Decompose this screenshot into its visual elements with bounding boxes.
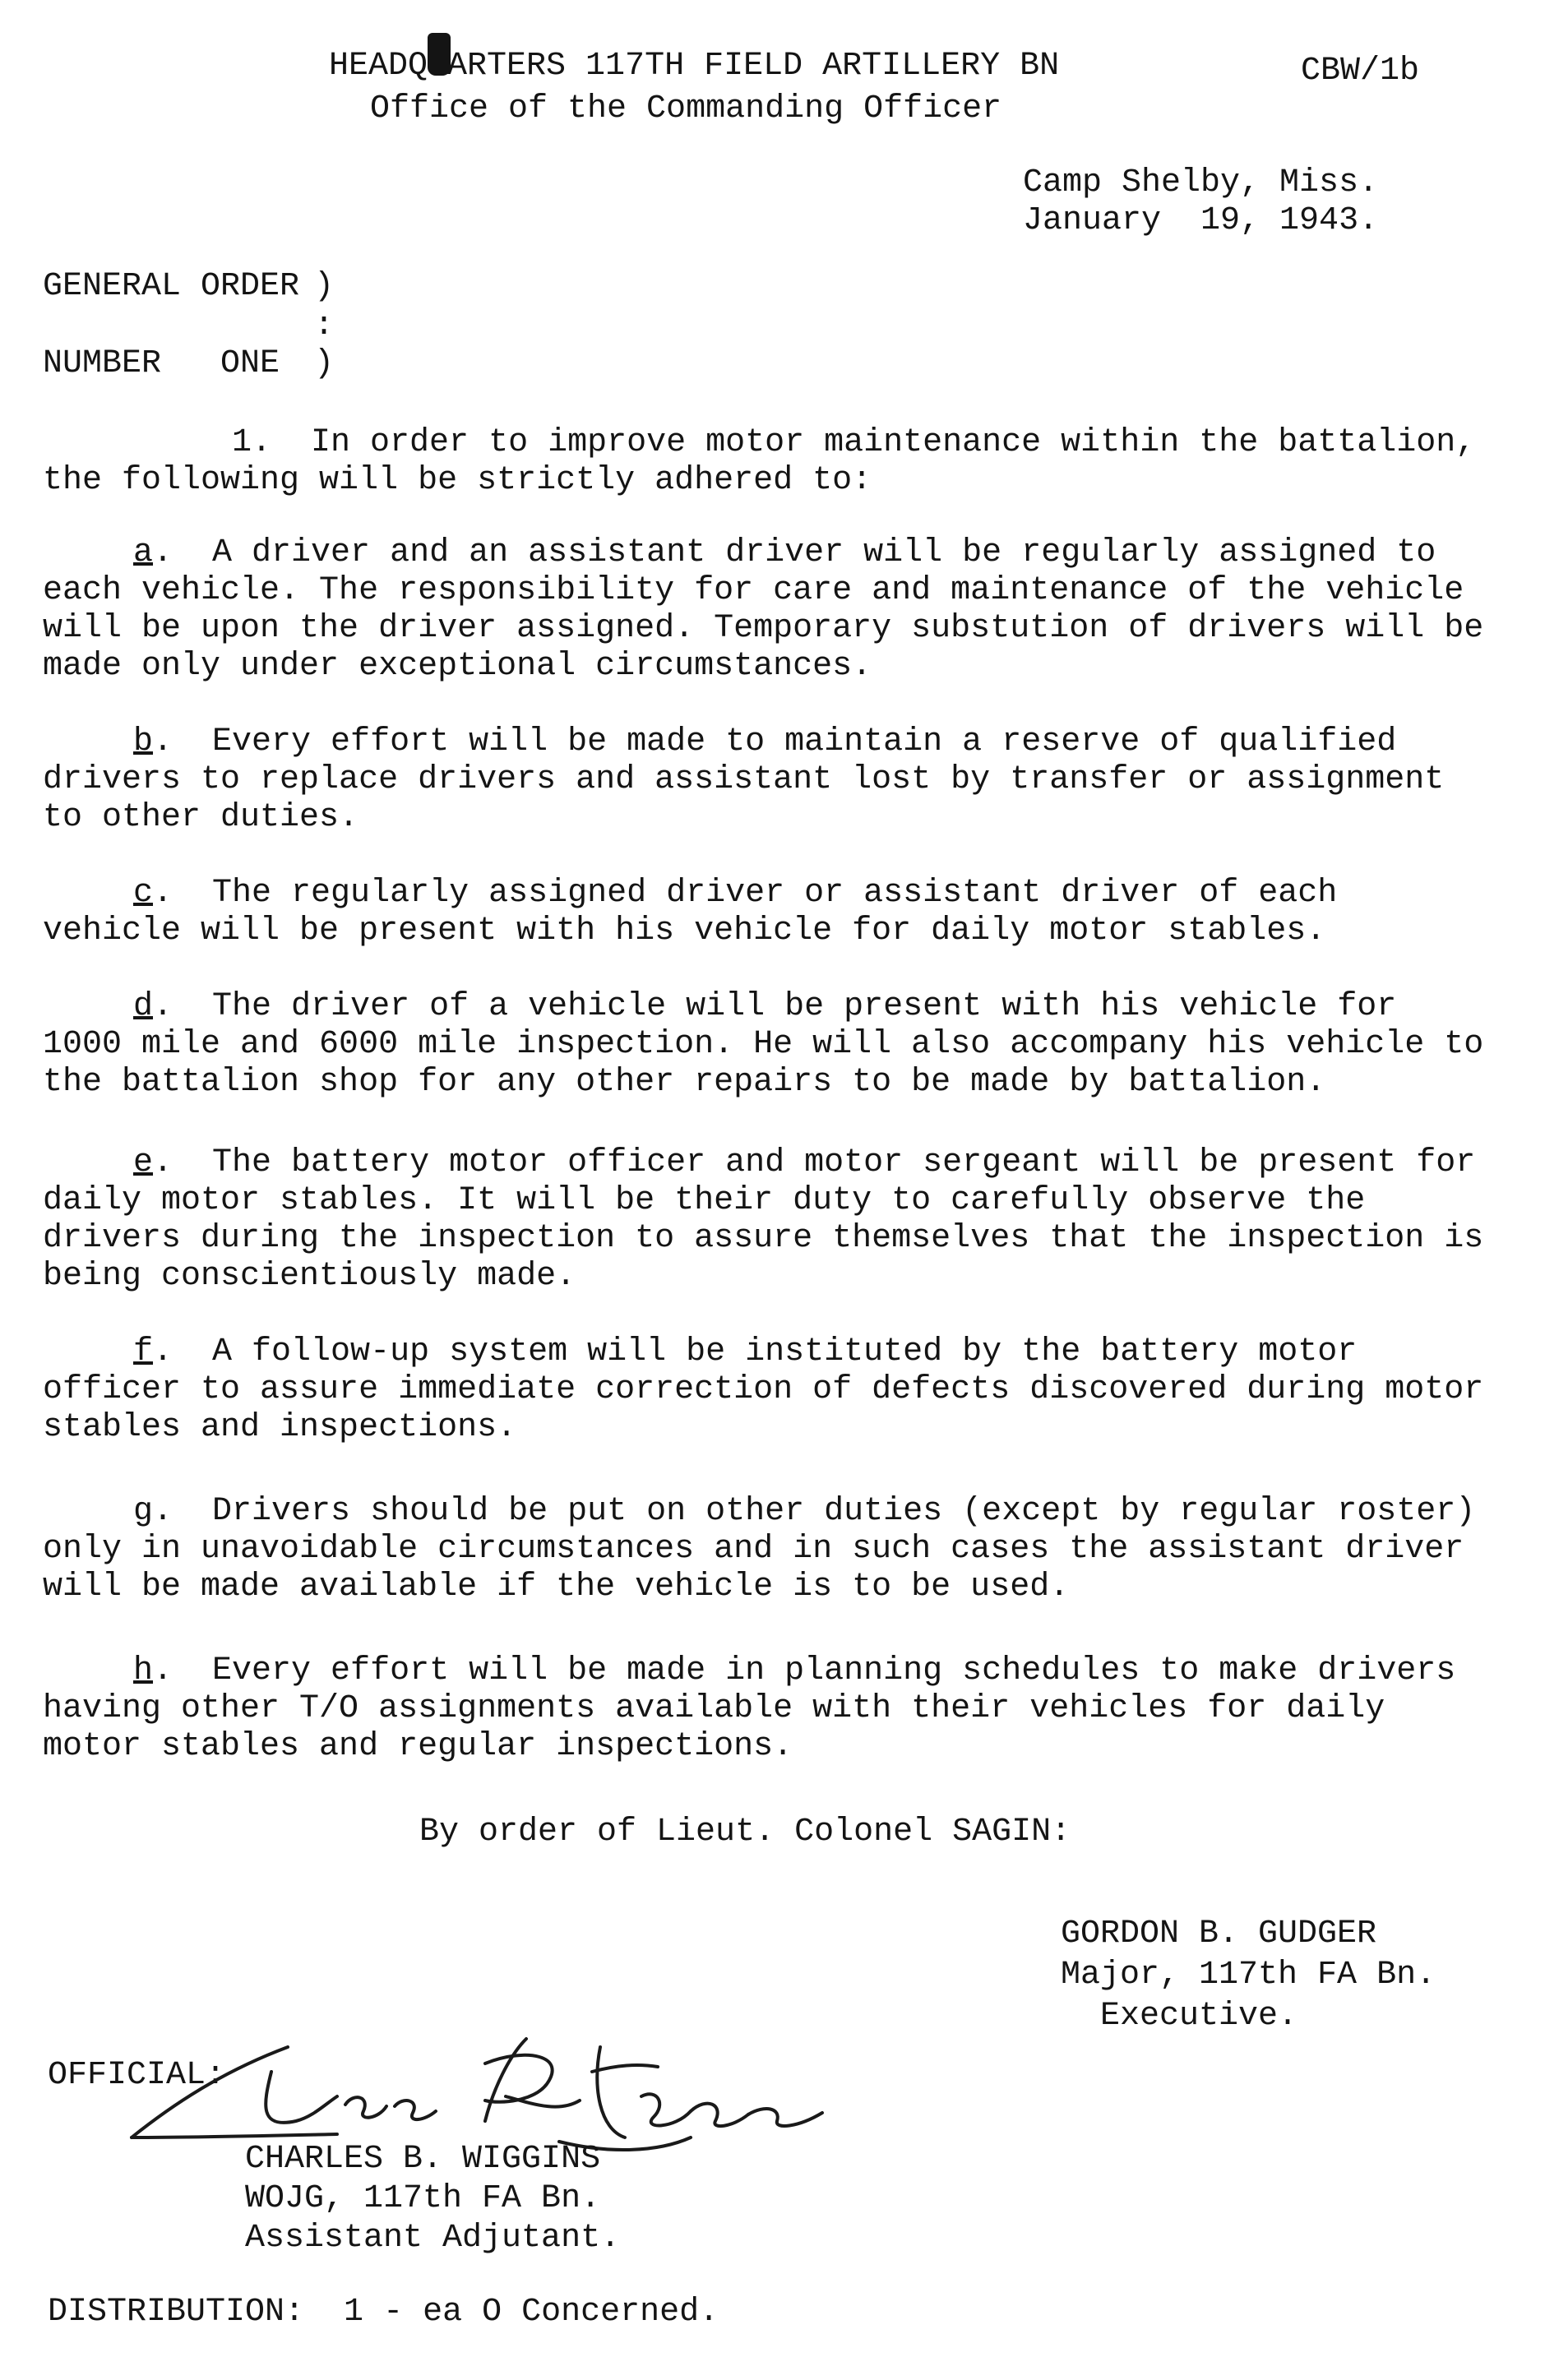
distribution-line: DISTRIBUTION: 1 - ea O Concerned. xyxy=(48,2294,719,2331)
list-item: e. The battery motor officer and motor sergeant will be present for daily motor stables. It will be their duty to carefully observe the drivers during the inspection to assure themselves that the inspection is being conscientiously made. xyxy=(43,1144,1484,1295)
paragraph-text: In order to improve motor maintenance within the battalion, the following will be strictly adhered to: xyxy=(43,424,1476,499)
list-item: g. Drivers should be put on other duties (except by regular roster) only in unavoidable circumstances and in such cases the assistant driver will be made available if the vehicle is to be used. xyxy=(43,1493,1476,1606)
by-order-line: By order of Lieut. Colonel SAGIN: xyxy=(419,1814,1071,1851)
header-office: Office of the Commanding Officer xyxy=(370,90,1002,127)
order-number: NUMBER ONE xyxy=(43,345,280,382)
dateline-date: January 19, 1943. xyxy=(1023,202,1379,239)
official-title: Assistant Adjutant. xyxy=(245,2220,621,2257)
official-name: CHARLES B. WIGGINS xyxy=(245,2141,601,2178)
item-label: f xyxy=(133,1333,154,1370)
item-text: Every effort will be made in planning schedules to make drivers having other T/O assignments available with their vehicles for daily motor stables and regular inspections. xyxy=(43,1652,1456,1765)
header-unit: HEADQUARTERS 117TH FIELD ARTILLERY BN xyxy=(329,48,1060,85)
official-label: OFFICIAL: xyxy=(48,2057,226,2094)
list-item: b. Every effort will be made to maintain a reserve of qualified drivers to replace drivers and assistant lost by transfer or assignment to other duties. xyxy=(43,723,1445,836)
item-label: a xyxy=(133,534,154,571)
dateline-place: Camp Shelby, Miss. xyxy=(1023,164,1379,201)
item-label: e xyxy=(133,1144,154,1181)
order-type: GENERAL ORDER xyxy=(43,268,300,305)
list-item: f. A follow-up system will be instituted by the battery motor officer to assure immediate correction of defects discovered during motor stables and inspections. xyxy=(43,1333,1484,1446)
official-rank: WOJG, 117th FA Bn. xyxy=(245,2180,601,2217)
paragraph-number: 1. xyxy=(232,424,272,461)
list-item: c. The regularly assigned driver or assistant driver of each vehicle will be present with his vehicle for daily motor stables. xyxy=(43,875,1338,950)
reference-code: CBW/1b xyxy=(1301,53,1420,90)
item-text: A driver and an assistant driver will be regularly assigned to each vehicle. The responsibility for care and maintenance of the vehicle will be upon the driver assigned. Temporary substution of drivers will be made only under exceptional circumstances. xyxy=(43,534,1484,685)
signer-name: GORDON B. GUDGER xyxy=(1061,1916,1377,1953)
signer-title: Executive. xyxy=(1100,1998,1298,2035)
signer-rank: Major, 117th FA Bn. xyxy=(1061,1957,1436,1994)
order-bracket-bottom: ) xyxy=(314,345,335,382)
item-label: b xyxy=(133,723,154,760)
item-text: The driver of a vehicle will be present with his vehicle for 1000 mile and 6000 mile inspection. He will also accompany his vehicle to the battalion shop for any other repairs to be made by battalion. xyxy=(43,988,1484,1101)
item-text: The battery motor officer and motor sergeant will be present for daily motor stables. It will be their duty to carefully observe the drivers during the inspection to assure themselves that the inspection is being conscientiously made. xyxy=(43,1144,1484,1295)
item-text: Every effort will be made to maintain a reserve of qualified drivers to replace drivers and assistant lost by transfer or assignment to other duties. xyxy=(43,723,1445,836)
list-item: d. The driver of a vehicle will be present with his vehicle for 1000 mile and 6000 mile inspection. He will also accompany his vehicle to the battalion shop for any other repairs to be made by battalion. xyxy=(43,988,1484,1101)
order-bracket-top: ) xyxy=(314,268,335,305)
list-item: a. A driver and an assistant driver will be regularly assigned to each vehicle. The responsibility for care and maintenance of the vehicle will be upon the driver assigned. Temporary substution of drivers will be made only under exceptional circumstances. xyxy=(43,534,1484,685)
item-text: A follow-up system will be instituted by the battery motor officer to assure immediate correction of defects discovered during motor stables and inspections. xyxy=(43,1333,1484,1446)
item-label: c xyxy=(133,875,154,912)
item-text: The regularly assigned driver or assistant driver of each vehicle will be present with his vehicle for daily motor stables. xyxy=(43,875,1338,950)
order-bracket-colon: : xyxy=(314,307,335,344)
item-text: Drivers should be put on other duties (except by regular roster) only in unavoidable circumstances and in such cases the assistant driver will be made available if the vehicle is to be used. xyxy=(43,1493,1476,1606)
paragraph-intro xyxy=(43,424,1490,500)
item-label: g xyxy=(133,1493,154,1530)
item-label: d xyxy=(133,988,154,1025)
list-item: h. Every effort will be made in planning schedules to make drivers having other T/O assignments available with their vehicles for daily motor stables and regular inspections. xyxy=(43,1652,1456,1765)
item-label: h xyxy=(133,1652,154,1689)
